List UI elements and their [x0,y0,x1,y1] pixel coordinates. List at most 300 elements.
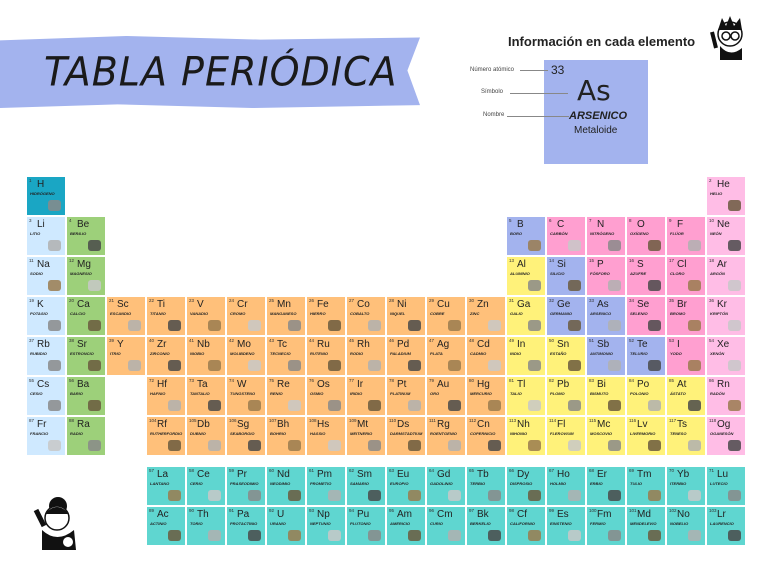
element-cell-c[interactable] [547,217,585,255]
element-photo-icon [568,360,581,371]
element-cell-np[interactable] [307,507,345,545]
atomic-number: 85 [669,378,675,383]
element-photo-icon [528,360,541,371]
atomic-number: 13 [509,258,515,263]
element-photo-icon [688,490,701,501]
atomic-number: 20 [69,298,75,303]
element-photo-icon [568,320,581,331]
element-cell-pu[interactable] [347,507,385,545]
element-name: PROMETIO [310,481,332,486]
element-cell-br[interactable] [667,297,705,335]
element-photo-icon [368,360,381,371]
atomic-number: 96 [429,508,435,513]
element-cell-os[interactable] [307,377,345,415]
atomic-number: 70 [669,468,675,473]
element-cell-og[interactable] [707,417,745,455]
element-cell-pb[interactable] [547,377,585,415]
element-photo-icon [728,280,741,291]
element-cell-at[interactable] [667,377,705,415]
element-cell-cl[interactable] [667,257,705,295]
atomic-number: 65 [469,468,475,473]
element-cell-pr[interactable] [227,467,265,505]
element-cell-mc[interactable] [587,417,625,455]
element-photo-icon [688,360,701,371]
element-cell-ca[interactable] [67,297,105,335]
element-cell-mg[interactable] [67,257,105,295]
element-photo-icon [648,280,661,291]
element-name: GALIO [510,311,523,316]
element-photo-icon [448,320,461,331]
element-symbol: Pb [557,379,570,390]
element-photo-icon [568,490,581,501]
atomic-number: 9 [669,218,672,223]
element-cell-f[interactable] [667,217,705,255]
element-cell-ho[interactable] [547,467,585,505]
element-name: RADIO [70,431,83,436]
element-cell-ti[interactable] [147,297,185,335]
element-symbol: Og [717,419,731,430]
element-cell-o[interactable] [627,217,665,255]
element-symbol: W [237,379,247,390]
element-symbol: Ts [677,419,687,430]
element-photo-icon [648,530,661,541]
element-symbol: Ti [157,299,165,310]
element-cell-ta[interactable] [187,377,225,415]
element-cell-dy[interactable] [507,467,545,505]
element-photo-icon [648,360,661,371]
element-cell-cr[interactable] [227,297,265,335]
element-cell-rf[interactable] [147,417,185,455]
element-cell-tl[interactable] [507,377,545,415]
element-cell-he[interactable] [707,177,745,215]
atomic-number: 95 [389,508,395,513]
element-cell-rh[interactable] [347,337,385,375]
element-photo-icon [608,530,621,541]
element-name: ITRIO [110,351,121,356]
element-name: NEÓN [710,231,722,236]
element-cell-k[interactable] [27,297,65,335]
element-symbol: Al [517,259,526,270]
element-cell-be[interactable] [67,217,105,255]
element-cell-sb[interactable] [587,337,625,375]
element-cell-xe[interactable] [707,337,745,375]
element-cell-v[interactable] [187,297,225,335]
element-name: CALIFORNIO [510,521,535,526]
element-cell-re[interactable] [267,377,305,415]
element-cell-cu[interactable] [427,297,465,335]
element-name: OXÍGENO [630,231,649,236]
element-cell-gd[interactable] [427,467,465,505]
element-symbol: Bh [277,419,290,430]
element-photo-icon [48,280,61,291]
element-name: VANADIO [190,311,209,316]
element-name: TENESO [670,431,687,436]
element-cell-ru[interactable] [307,337,345,375]
element-cell-eu[interactable] [387,467,425,505]
element-cell-zn[interactable] [467,297,505,335]
element-photo-icon [288,320,301,331]
element-name: HAFNIO [150,391,166,396]
legend-pointer-line [507,116,569,117]
atomic-number: 32 [549,298,555,303]
element-cell-sn[interactable] [547,337,585,375]
element-cell-ce[interactable] [187,467,225,505]
element-photo-icon [168,400,181,411]
element-cell-y[interactable] [107,337,145,375]
element-name: PLUTONIO [350,521,371,526]
element-cell-pd[interactable] [387,337,425,375]
element-photo-icon [688,530,701,541]
element-cell-lr[interactable] [707,507,745,545]
element-photo-icon [128,360,141,371]
atomic-number: 84 [629,378,635,383]
element-cell-ac[interactable] [147,507,185,545]
element-cell-lv[interactable] [627,417,665,455]
element-name: PLATA [430,351,443,356]
element-cell-la[interactable] [147,467,185,505]
element-cell-n[interactable] [587,217,625,255]
element-name: FLEROVIUM [550,431,574,436]
element-cell-cm[interactable] [427,507,465,545]
element-symbol: Br [677,299,687,310]
element-cell-ga[interactable] [507,297,545,335]
element-cell-ag[interactable] [427,337,465,375]
element-cell-i[interactable] [667,337,705,375]
element-cell-co[interactable] [347,297,385,335]
element-symbol: Ni [397,299,407,310]
element-symbol: Ge [557,299,571,310]
element-photo-icon [488,490,501,501]
element-cell-bk[interactable] [467,507,505,545]
atomic-number: 91 [229,508,235,513]
element-cell-kr[interactable] [707,297,745,335]
element-symbol: Hs [317,419,330,430]
atomic-number: 1 [29,178,32,183]
element-cell-cd[interactable] [467,337,505,375]
atomic-number: 15 [589,258,595,263]
element-cell-er[interactable] [587,467,625,505]
element-cell-in[interactable] [507,337,545,375]
element-cell-al[interactable] [507,257,545,295]
element-cell-ts[interactable] [667,417,705,455]
atomic-number: 102 [669,508,677,513]
element-photo-icon [88,280,101,291]
element-cell-tc[interactable] [267,337,305,375]
element-cell-fl[interactable] [547,417,585,455]
element-cell-s[interactable] [627,257,665,295]
element-photo-icon [568,400,581,411]
element-symbol: Be [77,219,90,230]
atomic-number: 51 [589,338,595,343]
atomic-number: 118 [709,418,717,423]
element-name: COPERNICIO [470,431,496,436]
element-cell-ge[interactable] [547,297,585,335]
element-name: CADMIO [470,351,487,356]
element-symbol: Ca [77,299,90,310]
atomic-number: 50 [549,338,555,343]
element-symbol: Cl [677,259,687,270]
element-symbol: Ru [317,339,330,350]
element-cell-au[interactable] [427,377,465,415]
element-name: SELENIO [630,311,648,316]
element-symbol: Np [317,509,330,520]
element-symbol: C [557,219,565,230]
element-photo-icon [88,440,101,451]
element-cell-b[interactable] [507,217,545,255]
element-symbol: Sg [237,419,250,430]
element-cell-pm[interactable] [307,467,345,505]
element-symbol: Eu [397,469,410,480]
element-photo-icon [728,200,741,211]
atomic-number: 100 [589,508,597,513]
element-name: BOHRIO [270,431,286,436]
element-cell-na[interactable] [27,257,65,295]
element-cell-po[interactable] [627,377,665,415]
element-cell-rb[interactable] [27,337,65,375]
element-cell-hg[interactable] [467,377,505,415]
element-photo-icon [208,530,221,541]
element-name: LUTECIO [710,481,728,486]
element-cell-ni[interactable] [387,297,425,335]
element-cell-nd[interactable] [267,467,305,505]
atomic-number: 16 [629,258,635,263]
element-symbol: Sn [557,339,570,350]
element-symbol: Xe [717,339,730,350]
element-cell-bh[interactable] [267,417,305,455]
element-cell-u[interactable] [267,507,305,545]
element-symbol: S [637,259,644,270]
element-symbol: Ac [157,509,169,520]
element-name: MOSCOVIO [590,431,613,436]
element-symbol: Cd [477,339,490,350]
element-name: ANTIMONIO [590,351,613,356]
element-cell-mn[interactable] [267,297,305,335]
element-cell-nh[interactable] [507,417,545,455]
element-cell-no[interactable] [667,507,705,545]
atomic-number: 58 [189,468,195,473]
element-cell-sg[interactable] [227,417,265,455]
element-symbol: Tm [637,469,652,480]
element-name: POTASIO [30,311,48,316]
atomic-number: 103 [709,508,717,513]
element-name: DISPROSIO [510,481,533,486]
element-name: HOLMIO [550,481,566,486]
element-photo-icon [568,240,581,251]
atomic-number: 110 [389,418,397,423]
element-name: RUBIDIO [30,351,47,356]
element-cell-db[interactable] [187,417,225,455]
element-name: PLATINUM [390,391,411,396]
element-name: TALIO [510,391,522,396]
element-cell-ba[interactable] [67,377,105,415]
atomic-number: 111 [429,418,436,423]
element-photo-icon [208,400,221,411]
element-name: TULIO [630,481,642,486]
element-photo-icon [368,400,381,411]
element-cell-rn[interactable] [707,377,745,415]
legend-atomic-number: 33 [551,63,565,77]
atomic-number: 5 [509,218,512,223]
element-photo-icon [328,320,341,331]
element-photo-icon [328,530,341,541]
element-cell-se[interactable] [627,297,665,335]
atomic-number: 29 [429,298,435,303]
element-symbol: Cu [437,299,450,310]
element-name: COBRE [430,311,445,316]
element-symbol: Pd [397,339,410,350]
element-name: MENDELEVIO [630,521,657,526]
element-cell-md[interactable] [627,507,665,545]
atomic-number: 46 [389,338,395,343]
element-symbol: K [37,299,44,310]
legend-symbol: As [577,74,611,107]
element-symbol: Ds [397,419,410,430]
element-cell-cf[interactable] [507,507,545,545]
element-name: CERIO [190,481,203,486]
element-cell-cs[interactable] [27,377,65,415]
element-cell-mo[interactable] [227,337,265,375]
element-cell-nb[interactable] [187,337,225,375]
element-symbol: Ce [197,469,210,480]
element-photo-icon [48,240,61,251]
element-name: DARMSTADTIUM [390,431,423,436]
atomic-number: 30 [469,298,475,303]
element-cell-am[interactable] [387,507,425,545]
element-symbol: Ar [717,259,727,270]
element-cell-p[interactable] [587,257,625,295]
element-cell-li[interactable] [27,217,65,255]
element-photo-icon [48,360,61,371]
element-cell-pt[interactable] [387,377,425,415]
element-name: ESTAÑO [550,351,567,356]
element-cell-lu[interactable] [707,467,745,505]
atomic-number: 99 [549,508,555,513]
element-photo-icon [208,490,221,501]
element-photo-icon [328,490,341,501]
element-cell-tb[interactable] [467,467,505,505]
atomic-number: 64 [429,468,435,473]
atomic-number: 71 [709,468,715,473]
element-cell-fr[interactable] [27,417,65,455]
element-photo-icon [408,360,421,371]
element-cell-ra[interactable] [67,417,105,455]
element-name: CARBÓN [550,231,568,236]
element-photo-icon [168,530,181,541]
element-photo-icon [288,360,301,371]
element-symbol: Pt [397,379,407,390]
element-name: OGANESÓN [710,431,734,436]
element-cell-rg[interactable] [427,417,465,455]
element-symbol: Co [357,299,370,310]
element-cell-mt[interactable] [347,417,385,455]
element-cell-ds[interactable] [387,417,425,455]
element-cell-te[interactable] [627,337,665,375]
atomic-number: 37 [29,338,35,343]
element-name: SODIO [30,271,43,276]
element-cell-hf[interactable] [147,377,185,415]
element-symbol: In [517,339,526,350]
element-cell-yb[interactable] [667,467,705,505]
element-symbol: Tl [517,379,526,390]
element-cell-w[interactable] [227,377,265,415]
element-cell-fm[interactable] [587,507,625,545]
element-symbol: Es [557,509,569,520]
atomic-number: 49 [509,338,515,343]
atomic-number: 25 [269,298,275,303]
element-symbol: Rn [717,379,730,390]
element-name: EINSTENIO [550,521,572,526]
element-symbol: Th [197,509,209,520]
element-name: FERMIO [590,521,606,526]
element-name: EUROPIO [390,481,409,486]
element-cell-es[interactable] [547,507,585,545]
element-photo-icon [728,530,741,541]
element-name: SEABORGIO [230,431,255,436]
element-cell-si[interactable] [547,257,585,295]
element-symbol: Mt [357,419,369,430]
element-cell-hs[interactable] [307,417,345,455]
element-name: CROMO [230,311,246,316]
element-cell-sm[interactable] [347,467,385,505]
element-cell-fe[interactable] [307,297,345,335]
atomic-number: 78 [389,378,395,383]
element-symbol: Hg [477,379,490,390]
element-name: ALUMINIO [510,271,530,276]
atomic-number: 44 [309,338,315,343]
element-cell-h[interactable] [27,177,65,215]
element-cell-th[interactable] [187,507,225,545]
element-cell-zr[interactable] [147,337,185,375]
element-symbol: V [197,299,204,310]
element-symbol: Db [197,419,210,430]
element-cell-tm[interactable] [627,467,665,505]
element-name: TECNECIO [270,351,291,356]
element-cell-bi[interactable] [587,377,625,415]
element-symbol: Sr [77,339,87,350]
element-symbol: He [717,179,730,190]
element-cell-ar[interactable] [707,257,745,295]
element-cell-cn[interactable] [467,417,505,455]
atomic-number: 55 [29,378,35,383]
element-symbol: Mo [237,339,251,350]
element-photo-icon [528,240,541,251]
atomic-number: 41 [189,338,195,343]
atomic-number: 56 [69,378,75,383]
element-name: ACTINIO [150,521,167,526]
element-cell-ne[interactable] [707,217,745,255]
element-symbol: Po [637,379,650,390]
element-name: AZUFRE [630,271,647,276]
atomic-number: 39 [109,338,115,343]
element-name: NEODIMIO [270,481,291,486]
element-symbol: Pa [237,509,250,520]
element-photo-icon [288,440,301,451]
element-photo-icon [488,440,501,451]
element-name: RADÓN [710,391,725,396]
element-photo-icon [688,440,701,451]
element-cell-sr[interactable] [67,337,105,375]
element-cell-pa[interactable] [227,507,265,545]
element-photo-icon [608,360,621,371]
atomic-number: 6 [549,218,552,223]
element-symbol: Cn [477,419,490,430]
element-name: ZINC [470,311,480,316]
element-symbol: Ne [717,219,730,230]
element-symbol: Kr [717,299,727,310]
element-cell-sc[interactable] [107,297,145,335]
element-cell-as[interactable] [587,297,625,335]
element-cell-ir[interactable] [347,377,385,415]
